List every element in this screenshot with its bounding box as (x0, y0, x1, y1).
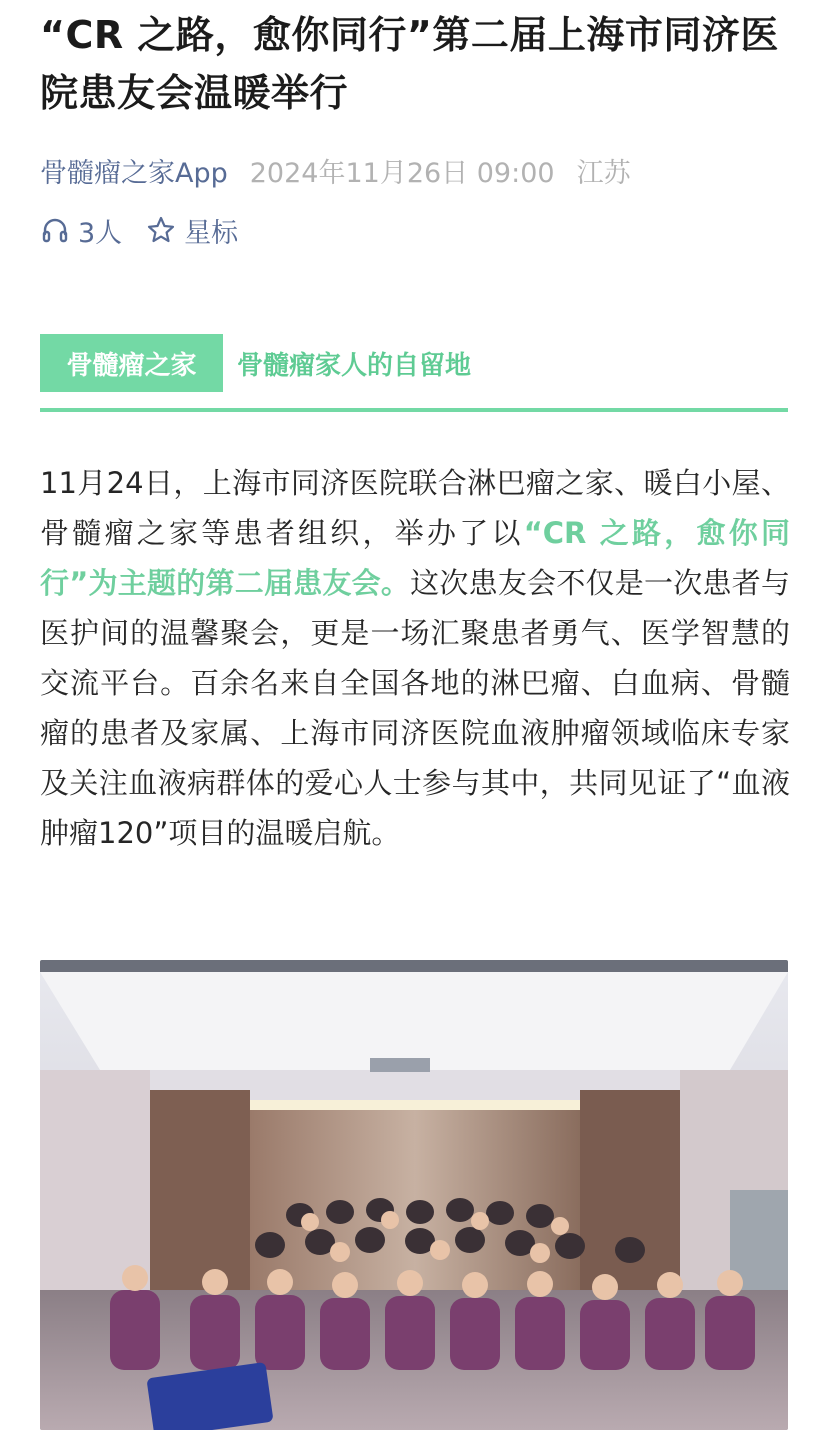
body-text-rest: 这次患友会不仅是一次患者与医护间的温馨聚会，更是一场汇聚患者勇气、医学智慧的交流平台。百余名来自全国各地的淋巴瘤、白血病、骨髓瘤的患者及家属、上海市同济医院血液肿瘤领域临床专家及关注血液病群体的爱心人士参与其中，共同见证了“血液肿瘤120”项目的温暖启航。 (40, 566, 790, 850)
star-button[interactable] (146, 211, 238, 250)
body-text-intro: 11月24日，上海市同济医院联合淋巴瘤之家、暖白小屋、骨髓瘤之家等患者组织，举办了以 (40, 466, 790, 550)
headphones-icon (40, 215, 70, 245)
article-meta (40, 150, 631, 190)
article-title: “CR 之路，愈你同行”第二届上海市同济医院患友会温暖举行 (40, 13, 779, 115)
brand-banner (40, 334, 788, 412)
event-group-photo[interactable] (40, 960, 788, 1430)
body-text-highlight: “CR 之路，愈你同行”为主题的第二届患友会。 (40, 516, 790, 600)
brand-slogan: 骨髓瘤家人的自留地 (237, 350, 472, 381)
listen-button[interactable] (40, 211, 122, 250)
listener-count: 3人 (78, 217, 123, 249)
account-name-link[interactable]: 骨髓瘤之家App (40, 157, 228, 189)
star-outline-icon (146, 215, 176, 245)
group-photo-illustration (40, 960, 788, 1430)
publish-location: 江苏 (576, 157, 631, 189)
publish-date: 2024年11月26日 09:00 (249, 157, 555, 189)
article-body (40, 458, 790, 858)
article-actions (40, 210, 238, 250)
brand-tag: 骨髓瘤之家 (40, 334, 223, 392)
star-label: 星标 (184, 217, 239, 249)
